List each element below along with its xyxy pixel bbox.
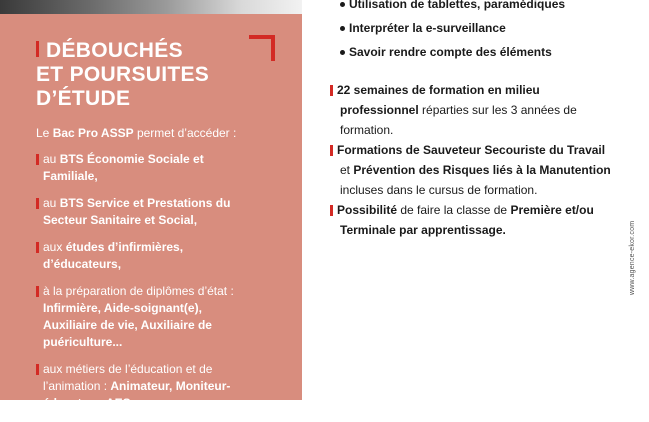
intro-text: Le Bac Pro ASSP permet d’accéder : (36, 126, 237, 140)
bullet-icon (340, 26, 345, 31)
list-item: au BTS Service et Prestations du Secteur Sanitaire et Social, (36, 195, 286, 229)
agency-credit: www.agence-ekor.com (629, 220, 636, 295)
opportunities-list (36, 151, 286, 422)
list-item: au BTS Économie Sociale et Familiale, (36, 151, 286, 185)
accent-bar-icon (36, 41, 39, 57)
training-paragraph: Formations de Sauveteur Secouriste du Travail et Prévention des Risques liés à la Manutention incluses dans le cursus de formation. (330, 140, 630, 200)
accent-bar-icon (36, 242, 39, 253)
list-item: Interpréter la e-surveillance (340, 16, 565, 40)
accent-bar-icon (36, 154, 39, 165)
list-item: Savoir rendre compte des éléments (340, 40, 565, 64)
accent-bar-icon (330, 85, 333, 96)
accent-bar-icon (36, 286, 39, 297)
list-item: à la préparation de diplômes d’état : Infirmière, Aide-soignant(e), Auxiliaire de vie, Auxiliaire de puériculture... (36, 283, 286, 351)
section-title: DÉBOUCHÉS ET POURSUITES D’ÉTUDE (36, 39, 210, 110)
apprenticeship-paragraph: Possibilité de faire la classe de Première et/ou Terminale par apprentissage. (330, 200, 630, 240)
skills-list (340, 0, 565, 64)
list-item: aux métiers de l’éducation et de l’animation : Animateur, Moniteur- éducateur, AES... (36, 361, 286, 412)
bullet-icon (340, 50, 345, 55)
list-item: Utilisation de tablettes, paramédiques (340, 0, 565, 16)
header-photo (0, 0, 302, 14)
accent-bar-icon (36, 364, 39, 375)
list-item: aux études d’infirmières, d’éducateurs, (36, 239, 286, 273)
accent-bar-icon (330, 205, 333, 216)
bullet-icon (340, 2, 345, 7)
accent-bar-icon (330, 145, 333, 156)
accent-bar-icon (36, 198, 39, 209)
internship-paragraph: 22 semaines de formation en milieu professionnel réparties sur les 3 années de formation. (330, 80, 630, 140)
